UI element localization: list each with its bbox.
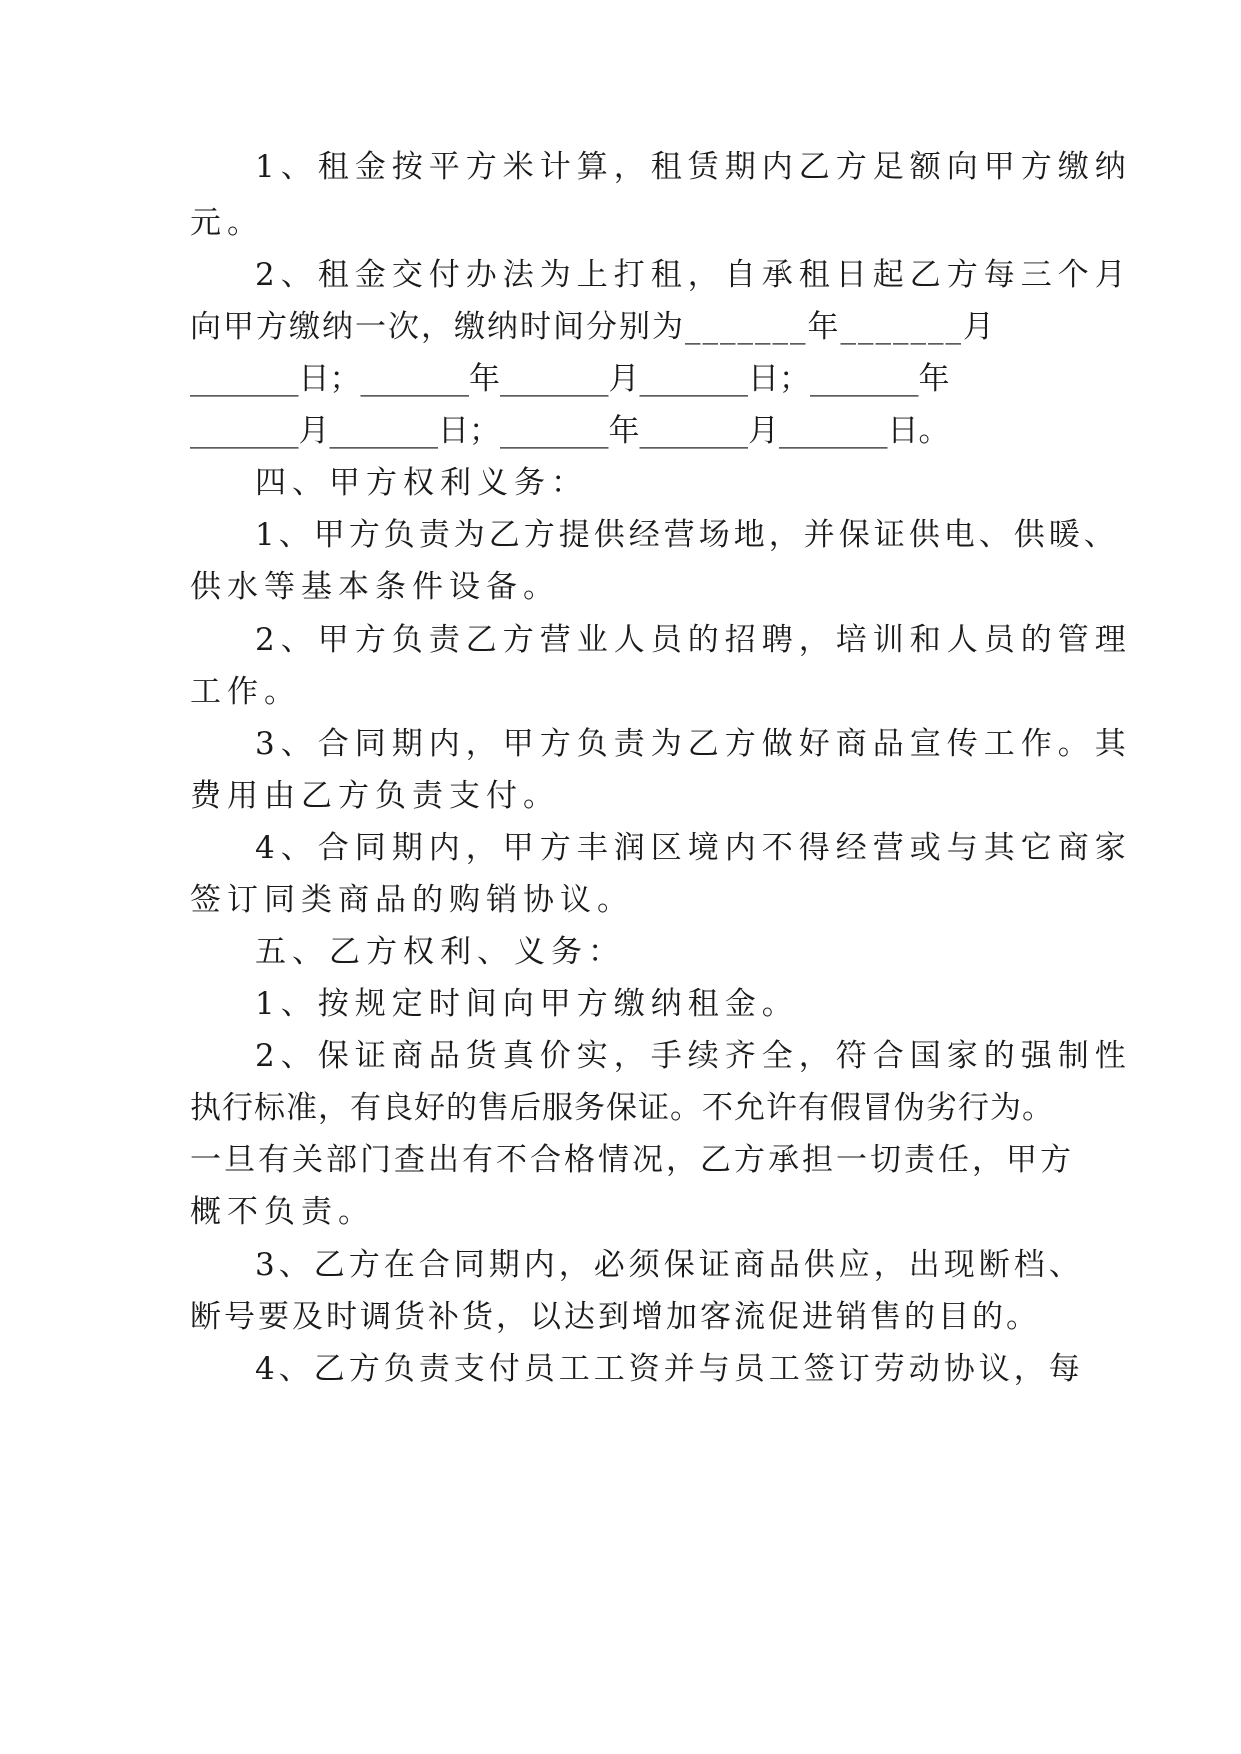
clause-b3-cont: 断号要及时调货补货，以达到增加客流促进销售的目的。 (190, 1299, 1040, 1335)
clause-rent-payment-cont-2: _______日；_______年_______月_______日；_______年 (190, 361, 950, 397)
clause-rent-payment-cont-3: _______月_______日；_______年_______月_______日。 (190, 413, 950, 449)
clause-rent-payment: 2、租金交付办法为上打租，自承租日起乙方每三个月 (255, 257, 1132, 293)
clause-a1: 1、甲方负责为乙方提供经营场地，并保证供电、供暖、 (255, 517, 1119, 553)
clause-b3: 3、乙方在合同期内，必须保证商品供应，出现断档、 (255, 1247, 1084, 1283)
clause-a1-cont: 供水等基本条件设备。 (190, 569, 560, 605)
clause-b1: 1、按规定时间向甲方缴纳租金。 (255, 986, 799, 1022)
section-heading-party-a: 四、甲方权利义务： (255, 465, 588, 501)
clause-a4: 4、合同期内，甲方丰润区境内不得经营或与其它商家 (255, 830, 1132, 866)
clause-a2-cont: 工作。 (190, 674, 301, 710)
clause-b4: 4、乙方负责支付员工工资并与员工签订劳动协议，每 (255, 1351, 1084, 1387)
clause-rent-payment-cont-1: 向甲方缴纳一次，缴纳时间分别为_______年_______月 (190, 309, 996, 345)
clause-b2: 2、保证商品货真价实，手续齐全，符合国家的强制性 (255, 1038, 1132, 1074)
clause-rent-calculation-cont: 元。 (190, 205, 264, 241)
clause-a2: 2、甲方负责乙方营业人员的招聘，培训和人员的管理 (255, 622, 1132, 658)
clause-b2-cont-3: 概不负责。 (190, 1194, 375, 1230)
clause-b2-cont-1: 执行标准，有良好的售后服务保证。不允许有假冒伪劣行为。 (190, 1090, 1054, 1126)
clause-a4-cont: 签订同类商品的购销协议。 (190, 882, 634, 918)
clause-rent-calculation: 1、租金按平方米计算，租赁期内乙方足额向甲方缴纳 (255, 149, 1132, 185)
clause-b2-cont-2: 一旦有关部门查出有不合格情况，乙方承担一切责任，甲方 (190, 1142, 1074, 1178)
clause-a3: 3、合同期内，甲方负责为乙方做好商品宣传工作。其 (255, 726, 1132, 762)
section-heading-party-b: 五、乙方权利、义务： (255, 934, 625, 970)
clause-a3-cont: 费用由乙方负责支付。 (190, 778, 560, 814)
